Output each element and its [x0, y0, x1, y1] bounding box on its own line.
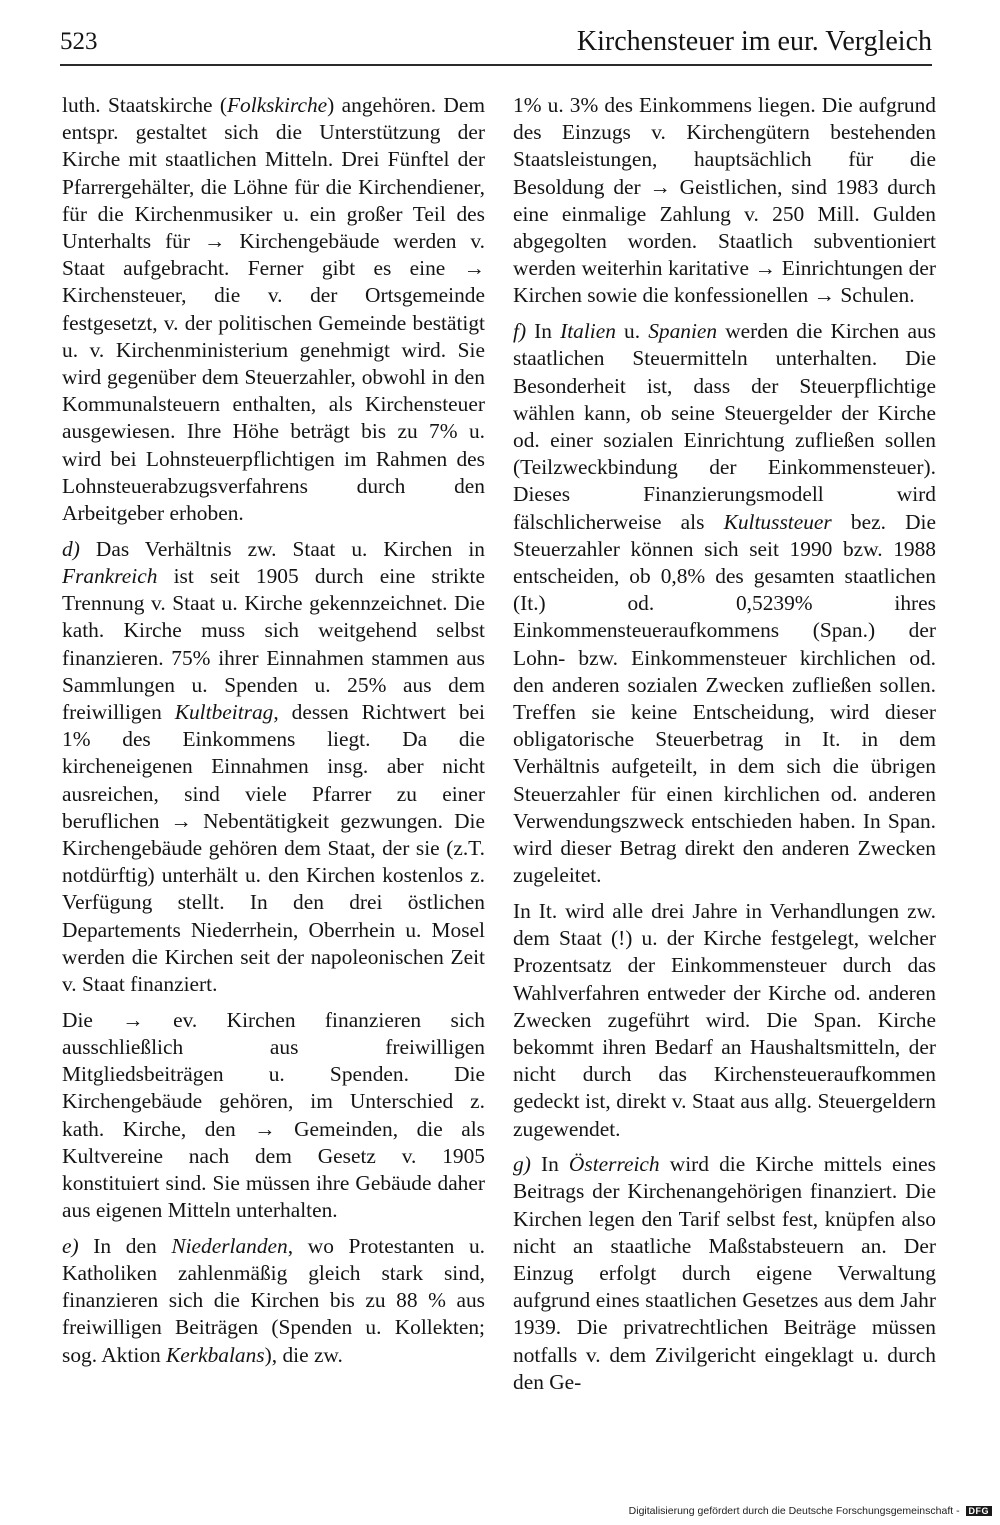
right-column: [513, 92, 936, 1405]
text-run: ), die zw.: [264, 1342, 343, 1367]
text-run: bez. Die Steuerzahler können sich seit 1990 bzw. 1988 entscheiden, ob 0,8% des gesamten staatlichen (It.) od. 0,5239% ihres Einkommensteueraufkommens (Span.) der Lohn- bzw. Einkommensteuer kirchlichen od. den anderen sozialen Zwecken zufließen sollen. Treffen sie keine Entscheidung, wird dieser obligatorische Steuerbetrag in It. in dem Verhältnis aufgeteilt, in dem sich die übrigen Steuerzahler für einen kirchlichen od. anderen Verwendungszweck entschieden haben. In Span. wird dieser Betrag direkt den anderen Zwecken zugeleitet.: [513, 509, 936, 888]
paragraph: [62, 1007, 485, 1225]
paragraph-section-e: [62, 1233, 485, 1369]
paragraph: [62, 92, 485, 527]
text-run: In It. wird alle drei Jahre in Verhandlungen zw. dem Staat (!) u. der Kirche festgelegt, welcher Prozentsatz der Einkommensteuer durch das Wahlverfahren entweder der Kirche od. anderen Zwecken zugeführt wird. Die Span. Kirche bekommt ihren Bedarf an Haushaltsmitteln, der nicht durch das Kirchensteueraufkommen gedeckt ist, direkt v. Staat aus allg. Steuergeldern zugewendet.: [513, 898, 936, 1141]
running-title: Kirchensteuer im eur. Vergleich: [576, 26, 932, 57]
italic-text-run: f): [513, 319, 527, 344]
text-run: werden die Kirchen aus staatlichen Steuermitteln unterhalten. Die Besonderheit ist, dass der Steuerpflichtige wählen kann, ob seine Steuergelder der Kirche od. einer sozialen Einrichtung zufließen sollen (Teilzweckbindung der Einkommensteuer). Dieses Finanzierungsmodell wird fälschlicherweise als: [513, 319, 936, 534]
page-number: 523: [60, 28, 98, 55]
text-run: In: [526, 319, 561, 344]
italic-text-run: Italien: [560, 319, 616, 344]
italic-text-run: e): [62, 1233, 79, 1258]
italic-text-run: Folkskirche: [226, 93, 328, 117]
paragraph: [513, 898, 936, 1143]
text-run: ) angehören. Dem entspr. gestaltet sich die Unterstützung der Kirche mit staatlichen Mitteln. Drei Fünftel der Pfarrergehälter, die Löhne für die Kirchendiener, für die Kirchenmusiker u. ein großer Teil des Unterhalts für → Kirchengebäude werden v. Staat aufgebracht. Ferner gibt es eine → Kirchensteuer, die v. der Ortsgemeinde festgesetzt, v. der politischen Gemeinde bestätigt u. v. Kirchenministerium genehmigt wird. Sie wird gegenüber dem Steuerzahler, obwohl in den Kommunalsteuern enthalten, als Kirchensteuer ausgewiesen. Ihre Höhe beträgt bis zu 7% u. wird bei Lohnsteuerpflichtigen im Rahmen des Lohnsteuerabzugsverfahrens durch den Arbeitgeber erhoben.: [62, 93, 485, 526]
left-column: [62, 92, 485, 1377]
italic-text-run: Kultbeitrag: [174, 699, 274, 724]
text-run: ist seit 1905 durch eine strikte Trennung v. Staat u. Kirche gekennzeichnet. Die kath. Kirche muss sich weitgehend selbst finanzieren. 75% ihrer Einnahmen stammen aus Sammlungen u. Spenden u. 25% aus dem freiwilligen: [62, 563, 485, 724]
paragraph-section-f: [513, 318, 936, 889]
dfg-logo: DFG: [966, 1506, 993, 1516]
italic-text-run: Spanien: [648, 319, 718, 344]
text-run: u.: [615, 319, 649, 344]
text-run: In den: [78, 1233, 172, 1258]
text-run: Die → ev. Kirchen finanzieren sich ausschließlich aus freiwilligen Mitgliedsbeiträgen u. Spenden. Die Kirchengebäude gehören, im Unterschied z. kath. Kirche, den → Gemeinden, die als Kultvereine nach dem Gesetz v. 1905 konstituiert sind. Sie müssen ihre Gebäude daher aus eigenen Mitteln unterhalten.: [62, 1007, 485, 1223]
text-run: , dessen Richtwert bei 1% des Einkommens liegt. Da die kircheneigenen Einnahmen insg. aber nicht ausreichen, sind viele Pfarrer zu einer beruflichen → Nebentätigkeit gezwungen. Die Kirchengebäude gehören dem Staat, der sie (z.T. notdürftig) unterhält u. den Kirchen kostenlos z. Verfügung stellt. In den drei östlichen Departements Niederrhein, Oberrhein u. Mosel werden die Kirchen seit der napoleonischen Zeit v. Staat finanziert.: [62, 699, 485, 996]
text-run: , wo Protestanten u. Katholiken zahlenmäßig gleich stark sind, finanzieren sich die Kirchen bis zu 88 % aus freiwilligen Beiträgen (Spenden u. Kollekten; sog. Aktion: [62, 1233, 485, 1367]
italic-text-run: Kultussteuer: [723, 509, 832, 534]
text-run: In: [530, 1152, 569, 1177]
italic-text-run: Frankreich: [62, 563, 158, 588]
text-run: 1% u. 3% des Einkommens liegen. Die aufgrund des Einzugs v. Kirchengütern bestehenden Staatsleistungen, hauptsächlich für die Besoldung der → Geistlichen, sind 1983 durch eine einmalige Zahlung v. 250 Mill. Gulden abgegolten worden. Staatlich subventioniert werden weiterhin karitative → Einrichtungen der Kirchen sowie die konfessionellen → Schulen.: [513, 93, 936, 308]
paragraph-section-d: [62, 536, 485, 998]
paragraph: [513, 92, 936, 310]
text-run: luth. Staatskirche (: [62, 93, 227, 117]
italic-text-run: Kerkbalans: [166, 1342, 265, 1367]
page-header: [60, 24, 932, 66]
footer-text: Digitalisierung gefördert durch die Deutsche Forschungsgemeinschaft -: [628, 1505, 960, 1517]
italic-text-run: Niederlanden: [171, 1233, 288, 1258]
italic-text-run: d): [62, 536, 80, 561]
text-run: wird die Kirche mittels eines Beitrags der Kirchenangehörigen finanziert. Die Kirchen legen den Tarif selbst fest, knüpfen also nicht an staatliche Maßstabsteuern an. Der Einzug erfolgt durch eigene Verwaltung aufgrund eines staatlichen Gesetzes aus dem Jahr 1939. Die privatrechtlichen Beiträge müssen notfalls v. dem Zivilgericht eingeklagt u. durch den Ge-: [513, 1152, 936, 1394]
text-run: Das Verhältnis zw. Staat u. Kirchen in: [79, 536, 485, 561]
italic-text-run: Österreich: [568, 1152, 660, 1177]
footer-attribution: [629, 1505, 992, 1517]
paragraph-section-g: [513, 1151, 936, 1396]
italic-text-run: g): [513, 1152, 531, 1177]
